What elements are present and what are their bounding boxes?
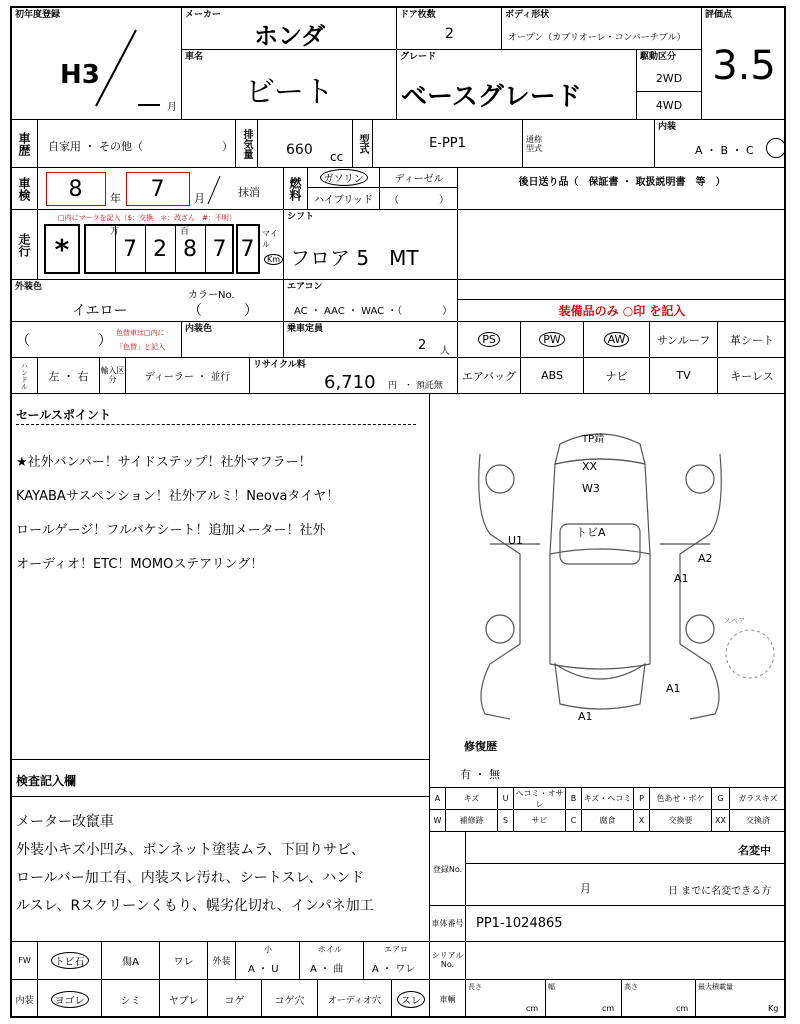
vin: PP1-1024865 — [476, 916, 563, 931]
auction-sheet — [10, 6, 786, 1018]
legend-code: XX — [712, 810, 730, 832]
shaken-year: 8 — [68, 176, 84, 202]
equip-aw: AW — [584, 322, 650, 358]
serial-row — [430, 942, 786, 980]
inspection-divider — [12, 796, 429, 797]
sales-divider — [16, 424, 416, 425]
inspection-lines — [16, 808, 374, 920]
legend-code: S — [498, 810, 514, 832]
reg-no-label: 登録No. — [430, 832, 466, 906]
legend-desc: ヘコミ・オサレ — [514, 788, 566, 810]
shaken-year-box — [46, 172, 106, 206]
deposit: ・ 預託無 — [404, 381, 443, 391]
doors: 2 — [445, 26, 454, 42]
import: ディーラー ・ 並行 — [126, 358, 250, 394]
color-change-note1: 色替車は□内に — [116, 329, 165, 337]
displacement-label: 排気量 — [236, 120, 258, 168]
capacity-label: 乗車定員 — [287, 324, 324, 334]
legend-desc: キズ・ヘコミ — [582, 788, 634, 810]
shift-cell — [284, 210, 458, 280]
displacement-cell — [258, 120, 353, 168]
mark-w3: W3 — [582, 482, 600, 495]
legend-desc: 交換要 — [650, 810, 712, 832]
sales-line: オーディオ！ETC！MOMOステアリング！ — [16, 557, 264, 572]
car-name: ビート — [245, 75, 334, 110]
doors-cell — [397, 8, 502, 50]
car-name-label: 車名 — [185, 52, 204, 62]
reg-slash — [92, 28, 142, 108]
size-row — [430, 980, 786, 1018]
int-stain: シミ — [102, 980, 160, 1018]
ext-wheel-val: A ・ 曲 — [310, 964, 344, 975]
equip-header-spacer — [458, 280, 786, 300]
model-label: 型式 — [353, 120, 373, 168]
interior-grade-cell — [655, 120, 786, 168]
equip-leather: 革シート — [718, 322, 786, 358]
reg-year: H3 — [60, 60, 100, 90]
legend-code: A — [430, 788, 446, 810]
equip-sunroof: サンルーフ — [650, 322, 718, 358]
history-label: 車歴 — [12, 120, 38, 168]
common-model-cell — [523, 120, 655, 168]
sales-lines — [16, 446, 339, 582]
legend-desc: 腐食 — [582, 810, 634, 832]
legend-desc: 補修跡 — [446, 810, 498, 832]
handle-label: ハンドル — [12, 358, 38, 394]
recycle-label: リサイクル料 — [253, 360, 306, 370]
equip-keyless: キーレス — [718, 358, 786, 394]
reg-year-cell — [12, 8, 182, 120]
fuel-diesel: ディーゼル — [380, 168, 458, 188]
drive-label: 駆動区分 — [640, 52, 677, 62]
shaken-cell — [38, 168, 284, 210]
color-no: （ ） — [188, 303, 258, 319]
load-cell — [696, 980, 786, 1018]
shaken-month: 7 — [150, 176, 166, 202]
fuel-hybrid: ハイブリッド — [308, 188, 380, 209]
length-cell — [466, 980, 546, 1018]
doors-label: ドア枚数 — [400, 10, 436, 20]
legend-code: W — [430, 810, 446, 832]
fw-tobi: トビ石 — [38, 942, 102, 979]
inspection-title: 検査記入欄 — [16, 774, 77, 788]
capacity-cell — [284, 322, 458, 358]
load-label: 最大積載量 — [698, 983, 733, 991]
mark-u1: U1 — [508, 534, 524, 547]
odo-digit-4: 7 — [212, 236, 228, 262]
mark-xx: XX — [582, 460, 598, 473]
serial-label: シリアルNo. — [430, 942, 466, 979]
int-burn: コゲ — [208, 980, 262, 1018]
int-audio-hole: オーディオ穴 — [318, 980, 392, 1018]
equip-airbag: エアバッグ — [458, 358, 521, 394]
legend-desc: ガラスキズ — [730, 788, 786, 810]
grade: ベースグレード — [401, 82, 582, 112]
later-items-cell — [458, 168, 786, 210]
equip-tv: TV — [650, 358, 718, 394]
int-burn-hole: コゲ穴 — [262, 980, 318, 1018]
interior-c-circle — [766, 138, 786, 158]
vin-label: 車体番号 — [430, 906, 466, 942]
equip-abs: ABS — [521, 358, 584, 394]
legend — [430, 788, 786, 832]
width-unit: cm — [602, 1004, 615, 1013]
legend-code: X — [634, 810, 650, 832]
import-label: 輸入区分 — [100, 358, 126, 394]
reg-month-suffix: 月 — [167, 102, 177, 113]
width-label: 幅 — [548, 983, 555, 991]
reg-year-label: 初年度登録 — [15, 10, 61, 20]
fuel-gasoline: ガソリン — [308, 168, 380, 188]
score-label: 評価点 — [705, 10, 733, 20]
body-label: ボディ形状 — [505, 10, 550, 20]
masshou: 抹消 — [238, 186, 260, 199]
reg-month: 月 — [580, 882, 591, 895]
mileage-note: □内にマークを記入（$：交換 ＊：改ざん #：不明） — [58, 214, 236, 222]
inspection-line: ロールバー加工有、内装スレ汚れ、シートスレ、ハンド — [16, 870, 365, 886]
maker-cell — [182, 8, 397, 50]
ext-aero-val: A ・ ワレ — [372, 964, 416, 975]
mark-a1-bottom: A1 — [578, 710, 593, 723]
grade-cell — [397, 50, 637, 120]
sales-points — [12, 394, 430, 760]
inspection-line: 外装小キズ小凹み、ボンネット塗装ムラ、下回りサビ、 — [16, 842, 365, 858]
fuel-cell — [308, 168, 458, 210]
mileage-mark: * — [44, 224, 80, 274]
displacement-unit: cc — [330, 150, 344, 164]
recycle: 6,710 — [324, 372, 376, 393]
fuel-other: （ ） — [389, 195, 449, 206]
sales-line: ★社外バンパー！サイドステップ！社外マフラー！ — [16, 455, 312, 470]
size-label: 車輌 — [430, 980, 466, 1018]
int-dirt: ヨゴレ — [38, 980, 102, 1018]
height-unit: cm — [676, 1004, 689, 1013]
legend-code: U — [498, 788, 514, 810]
fuel-label: 燃料 — [284, 168, 308, 210]
odo-digit-1: 7 — [116, 226, 146, 272]
legend-code: B — [566, 788, 582, 810]
score-cell — [702, 8, 786, 120]
ext-small-val: A ・ U — [248, 964, 279, 975]
mark-a1-side: A1 — [674, 572, 689, 585]
reg-day-note: 日 までに名変できる方 — [668, 886, 772, 897]
ext-aero-label: エアロ — [384, 945, 408, 954]
height-cell — [622, 980, 696, 1018]
inspection-line: メーター改竄車 — [16, 814, 114, 830]
interior-color-label: 内装色 — [185, 324, 213, 334]
load-unit: Kg — [768, 1004, 779, 1013]
recycle-unit: 円 — [388, 381, 398, 391]
recycle-cell — [250, 358, 458, 394]
equip-navi: ナビ — [584, 358, 650, 394]
odo-digit-5: 7 — [236, 224, 260, 274]
maker: ホンダ — [253, 21, 326, 50]
grade-label: グレード — [400, 52, 437, 62]
exterior-color-cell — [12, 280, 284, 322]
ext-label: 外装 — [208, 942, 236, 979]
mark-tp: TP錆 — [582, 434, 605, 445]
mark-tobi: トビA — [576, 526, 606, 539]
inspection — [12, 760, 430, 942]
shaken-slash — [206, 174, 222, 206]
color-change-note2: 「色替」と記入 — [116, 343, 165, 351]
reg-no-row — [466, 832, 786, 864]
spare-tire — [720, 624, 780, 684]
ext-aero — [364, 942, 430, 979]
km-unit: Km — [264, 254, 283, 265]
shift-label: シフト — [287, 212, 315, 222]
handle: 左 ・ 右 — [38, 358, 100, 394]
odo-hyaku: 百 — [180, 227, 190, 237]
color-change-cell — [12, 322, 182, 358]
month-blank — [138, 104, 160, 106]
fw-scratch: 傷A — [102, 942, 160, 979]
paren-open: （ — [16, 333, 30, 349]
drive-cell — [637, 50, 702, 120]
interior-row — [12, 980, 430, 1018]
registration — [430, 832, 786, 906]
fw-crack: ワレ — [160, 942, 208, 979]
exterior-color: イエロー — [72, 303, 128, 319]
odo-man: 万 — [110, 227, 120, 237]
equip-header: 装備品のみ ○印 を記入 — [458, 300, 786, 322]
int-tear: ヤブレ — [160, 980, 208, 1018]
car-outline — [450, 414, 750, 734]
capacity-unit: 人 — [440, 346, 450, 357]
fw-label: FW — [12, 942, 38, 979]
car-diagram — [430, 394, 786, 788]
sales-points-title: セールスポイント — [16, 408, 111, 422]
mark-a2: A2 — [698, 552, 713, 565]
later-items-space — [458, 210, 786, 280]
ext-wheel — [300, 942, 364, 979]
history-close: ） — [222, 140, 233, 153]
ext-small-label: 小 — [264, 945, 272, 954]
name-change: 名変中 — [738, 844, 771, 857]
interior-grade: A ・ B ・ C — [695, 144, 754, 157]
ac-cell — [284, 280, 458, 322]
exterior-color-label: 外装色 — [15, 282, 43, 292]
repair-value: 有 ・ 無 — [460, 768, 500, 781]
mark-a1-rear: A1 — [666, 682, 681, 695]
maker-label: メーカー — [185, 10, 221, 20]
equipment-grid — [458, 322, 786, 394]
interior-color-cell — [182, 322, 284, 358]
shift: フロア 5 MT — [290, 246, 419, 270]
history-cell — [38, 120, 236, 168]
capacity: 2 — [418, 338, 427, 353]
odo-digit-3: 8 — [176, 226, 206, 272]
sales-line: ロールゲージ！フルバケシート！追加メーター！社外 — [16, 523, 326, 538]
model: E-PP1 — [373, 120, 523, 168]
sales-line: KAYABAサスペンション！社外アルミ！Neovaタイヤ！ — [16, 489, 340, 504]
odometer — [84, 224, 234, 274]
width-cell — [546, 980, 622, 1018]
shaken-month-box — [126, 172, 190, 206]
history: 自家用 ・ その他（ — [48, 140, 143, 153]
ext-small — [236, 942, 300, 979]
drive-4wd: 4WD — [655, 98, 683, 112]
drive-2wd: 2WD — [637, 66, 701, 92]
shaken-label: 車検 — [12, 168, 38, 210]
mile-unit: マイル — [262, 229, 278, 249]
ac: AC ・ AAC ・ WAC ・（ ） — [294, 306, 453, 317]
height-label: 高さ — [624, 983, 638, 991]
legend-desc: キズ — [446, 788, 498, 810]
legend-code: P — [634, 788, 650, 810]
spare-label: スペア — [724, 617, 745, 625]
int-label: 内装 — [12, 980, 38, 1018]
year-suffix: 年 — [110, 192, 121, 205]
displacement: 660 — [286, 142, 313, 158]
body: オープン（カブリオーレ・コンバーチブル） — [508, 33, 686, 43]
paren-close: ） — [98, 333, 112, 349]
int-wear: スレ — [392, 980, 430, 1018]
interior-grade-label: 内装 — [658, 122, 677, 132]
later-items: 後日送り品（ 保証書 ・ 取扱説明書 等 ） — [518, 176, 726, 188]
grade-score: 3.5 — [712, 43, 776, 89]
legend-desc: 交換済 — [730, 810, 786, 832]
mileage-label: 走行 — [12, 210, 38, 280]
fw-row — [12, 942, 430, 980]
equip-pw: PW — [521, 322, 584, 358]
length-unit: cm — [526, 1004, 539, 1013]
mileage-cell — [38, 210, 284, 280]
ac-label: エアコン — [287, 282, 323, 292]
legend-desc: サビ — [514, 810, 566, 832]
inspection-line: ルスレ、Rスクリーンくもり、幌劣化切れ、インパネ加工 — [16, 898, 374, 914]
vin-row — [430, 906, 786, 942]
body-cell — [502, 8, 702, 50]
odo-digit-2: 2 — [146, 226, 176, 272]
equip-ps: PS — [458, 322, 521, 358]
length-label: 長さ — [468, 983, 482, 991]
color-no-label: カラーNo. — [188, 290, 235, 301]
legend-desc: 色あせ・ボケ — [650, 788, 712, 810]
car-name-cell — [182, 50, 397, 120]
month-suffix: 月 — [194, 192, 205, 205]
repair-label: 修復歴 — [464, 740, 497, 753]
legend-code: G — [712, 788, 730, 810]
ext-wheel-label: ホイル — [318, 945, 342, 954]
common-model-label: 通称型式 — [526, 135, 542, 153]
legend-code: C — [566, 810, 582, 832]
